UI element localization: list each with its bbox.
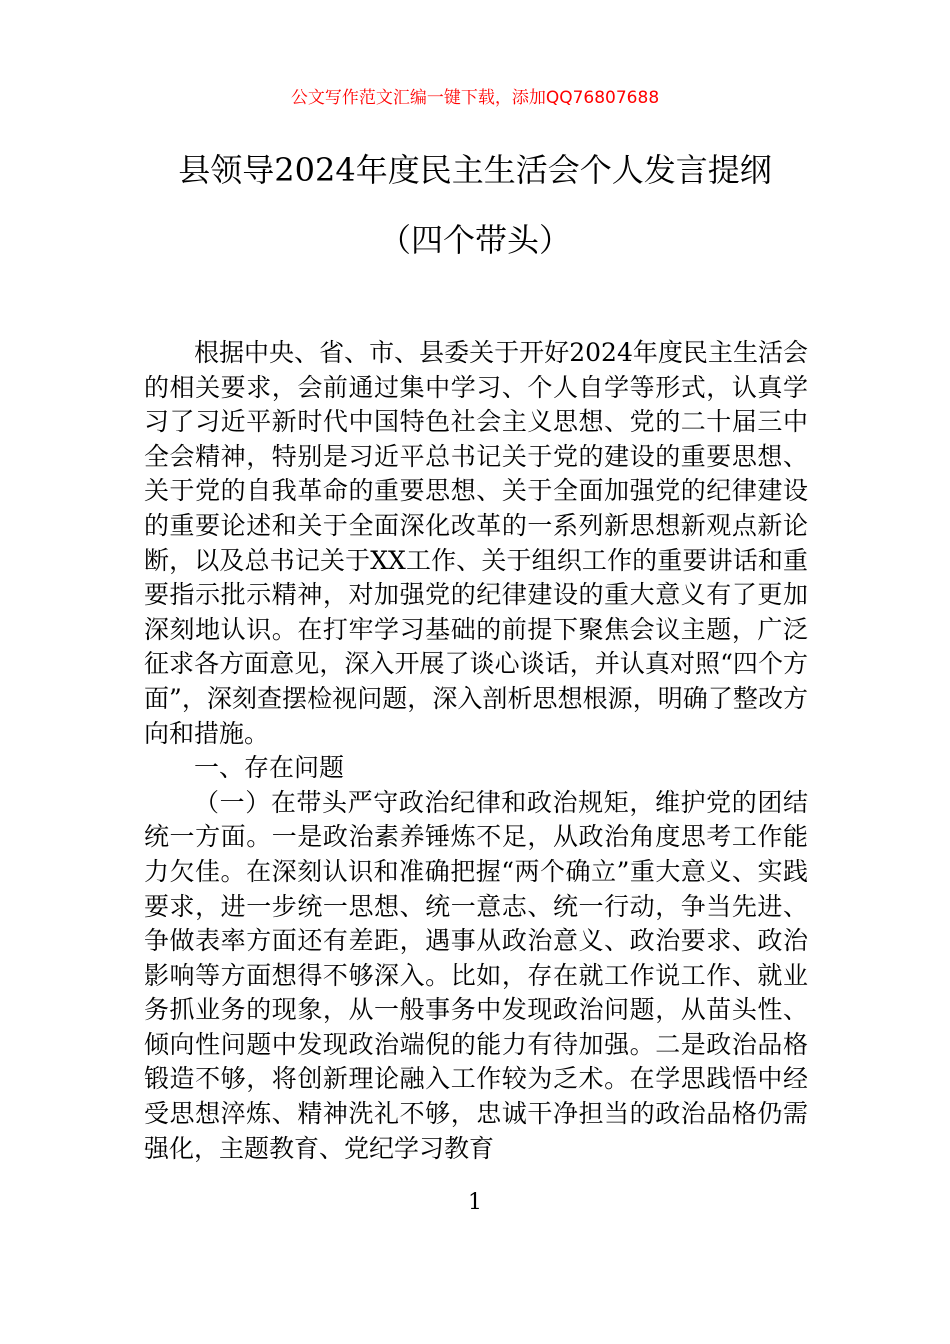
- paragraph-intro: 根据中央、省、市、县委关于开好2024年度民主生活会的相关要求，会前通过集中学习、个人自学等形式，认真学习了习近平新时代中国特色社会主义思想、党的二十届三中全会精神，特别是习近平总书记关于党的建设的重要思想、关于党的自我革命的重要思想、关于全面加强党的纪律建设的重要论述和关于全面深化改革的一系列新思想新观点新论断，以及总书记关于XX工作、关于组织工作的重要讲话和重要指示批示精神，对加强党的纪律建设的重大意义有了更加深刻地认识。在打牢学习基础的前提下聚焦会议主题，广泛征求各方面意见，深入开展了谈心谈话，并认真对照“四个方面”，深刻查摆检视问题，深入剖析思想根源，明确了整改方向和措施。: [144, 338, 808, 748]
- section-heading: 一、存在问题: [194, 753, 345, 783]
- document-title: 县领导2024年度民主生活会个人发言提纲: [178, 151, 772, 189]
- document-subtitle: （四个带头）: [378, 221, 571, 259]
- paragraph-section-one: （一）在带头严守政治纪律和政治规矩，维护党的团结统一方面。一是政治素养锤炼不足，从政治角度思考工作能力欠佳。在深刻认识和准确把握“两个确立”重大意义、实践要求，进一步统一思想、统一意志、统一行动，争当先进、争做表率方面还有差距，遇事从政治意义、政治要求、政治影响等方面想得不够深入。比如，存在就工作说工作、就业务抓业务的现象，从一般事务中发现政治问题，从苗头性、倾向性问题中发现政治端倪的能力有待加强。二是政治品格锻造不够，将创新理论融入工作较为乏术。在学思践悟中经受思想淬炼、精神洗礼不够，忠诚干净担当的政治品格仍需强化，主题教育、党纪学习教育: [144, 787, 808, 1163]
- page-number: 1: [468, 1190, 482, 1215]
- document-body: [144, 336, 808, 1163]
- download-notice: 公文写作范文汇编一键下载，添加QQ76807688: [290, 88, 660, 108]
